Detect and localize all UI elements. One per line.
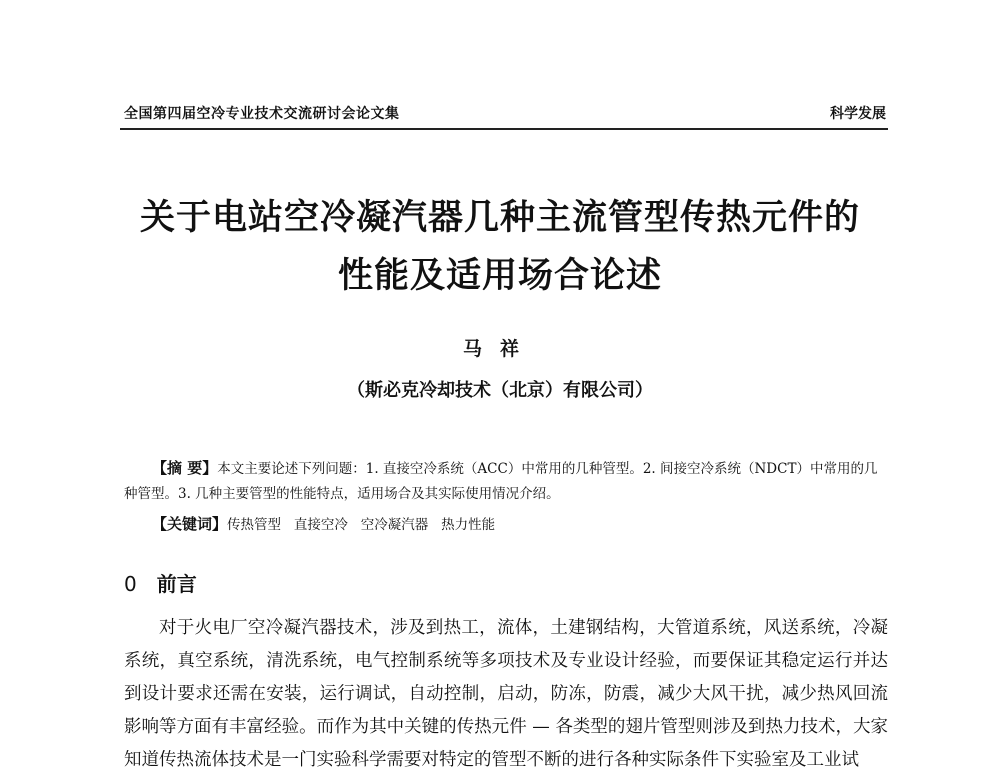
- running-header-journal: 全国第四届空冷专业技术交流研讨会论文集: [124, 106, 400, 122]
- author-name: 马祥: [462, 338, 537, 360]
- running-header-section: 科学发展: [830, 106, 886, 122]
- abstract: [124, 456, 888, 507]
- paper-title-line-2: 性能及适用场合论述: [337, 256, 662, 296]
- abstract-text: 本文主要论述下列问题：1. 直接空冷系统（ACC）中常用的几种管型。2. 间接空冷系统（NDCT）中常用的几种管型。3. 几种主要管型的性能特点，适用场合及其实际使用情况介绍。: [124, 461, 878, 502]
- section-heading: [124, 568, 197, 597]
- section-number: 0: [124, 572, 137, 596]
- body-paragraph: 对于火电厂空冷凝汽器技术，涉及到热工，流体，土建钢结构，大管道系统，风送系统，冷凝系统，真空系统，清洗系统，电气控制系统等多项技术及专业设计经验，而要保证其稳定运行并达到设计要求还需在安装，运行调试，自动控制，启动，防冻，防震，减少大风干扰，减少热风回流影响等方面有丰富经验。而作为其中关键的传热元件 — 各类型的翅片管型则涉及到热力技术，大家知道传热流体技术是一门实验科学需要对特定的管型不断的进行各种实际条件下实验室及工业试: [124, 618, 888, 770]
- keywords: [152, 513, 495, 534]
- header-divider: [120, 128, 888, 130]
- keywords-label: 【关键词】: [152, 515, 228, 533]
- keywords-text: 传热管型 直接空冷 空冷凝汽器 热力性能: [227, 517, 496, 533]
- abstract-label: 【摘 要】: [152, 459, 218, 477]
- paper-title-line-1: 关于电站空冷凝汽器几种主流管型传热元件的: [139, 198, 860, 238]
- author-affiliation: （斯必克冷却技术（北京）有限公司）: [347, 380, 653, 401]
- section-title: 前言: [156, 572, 197, 596]
